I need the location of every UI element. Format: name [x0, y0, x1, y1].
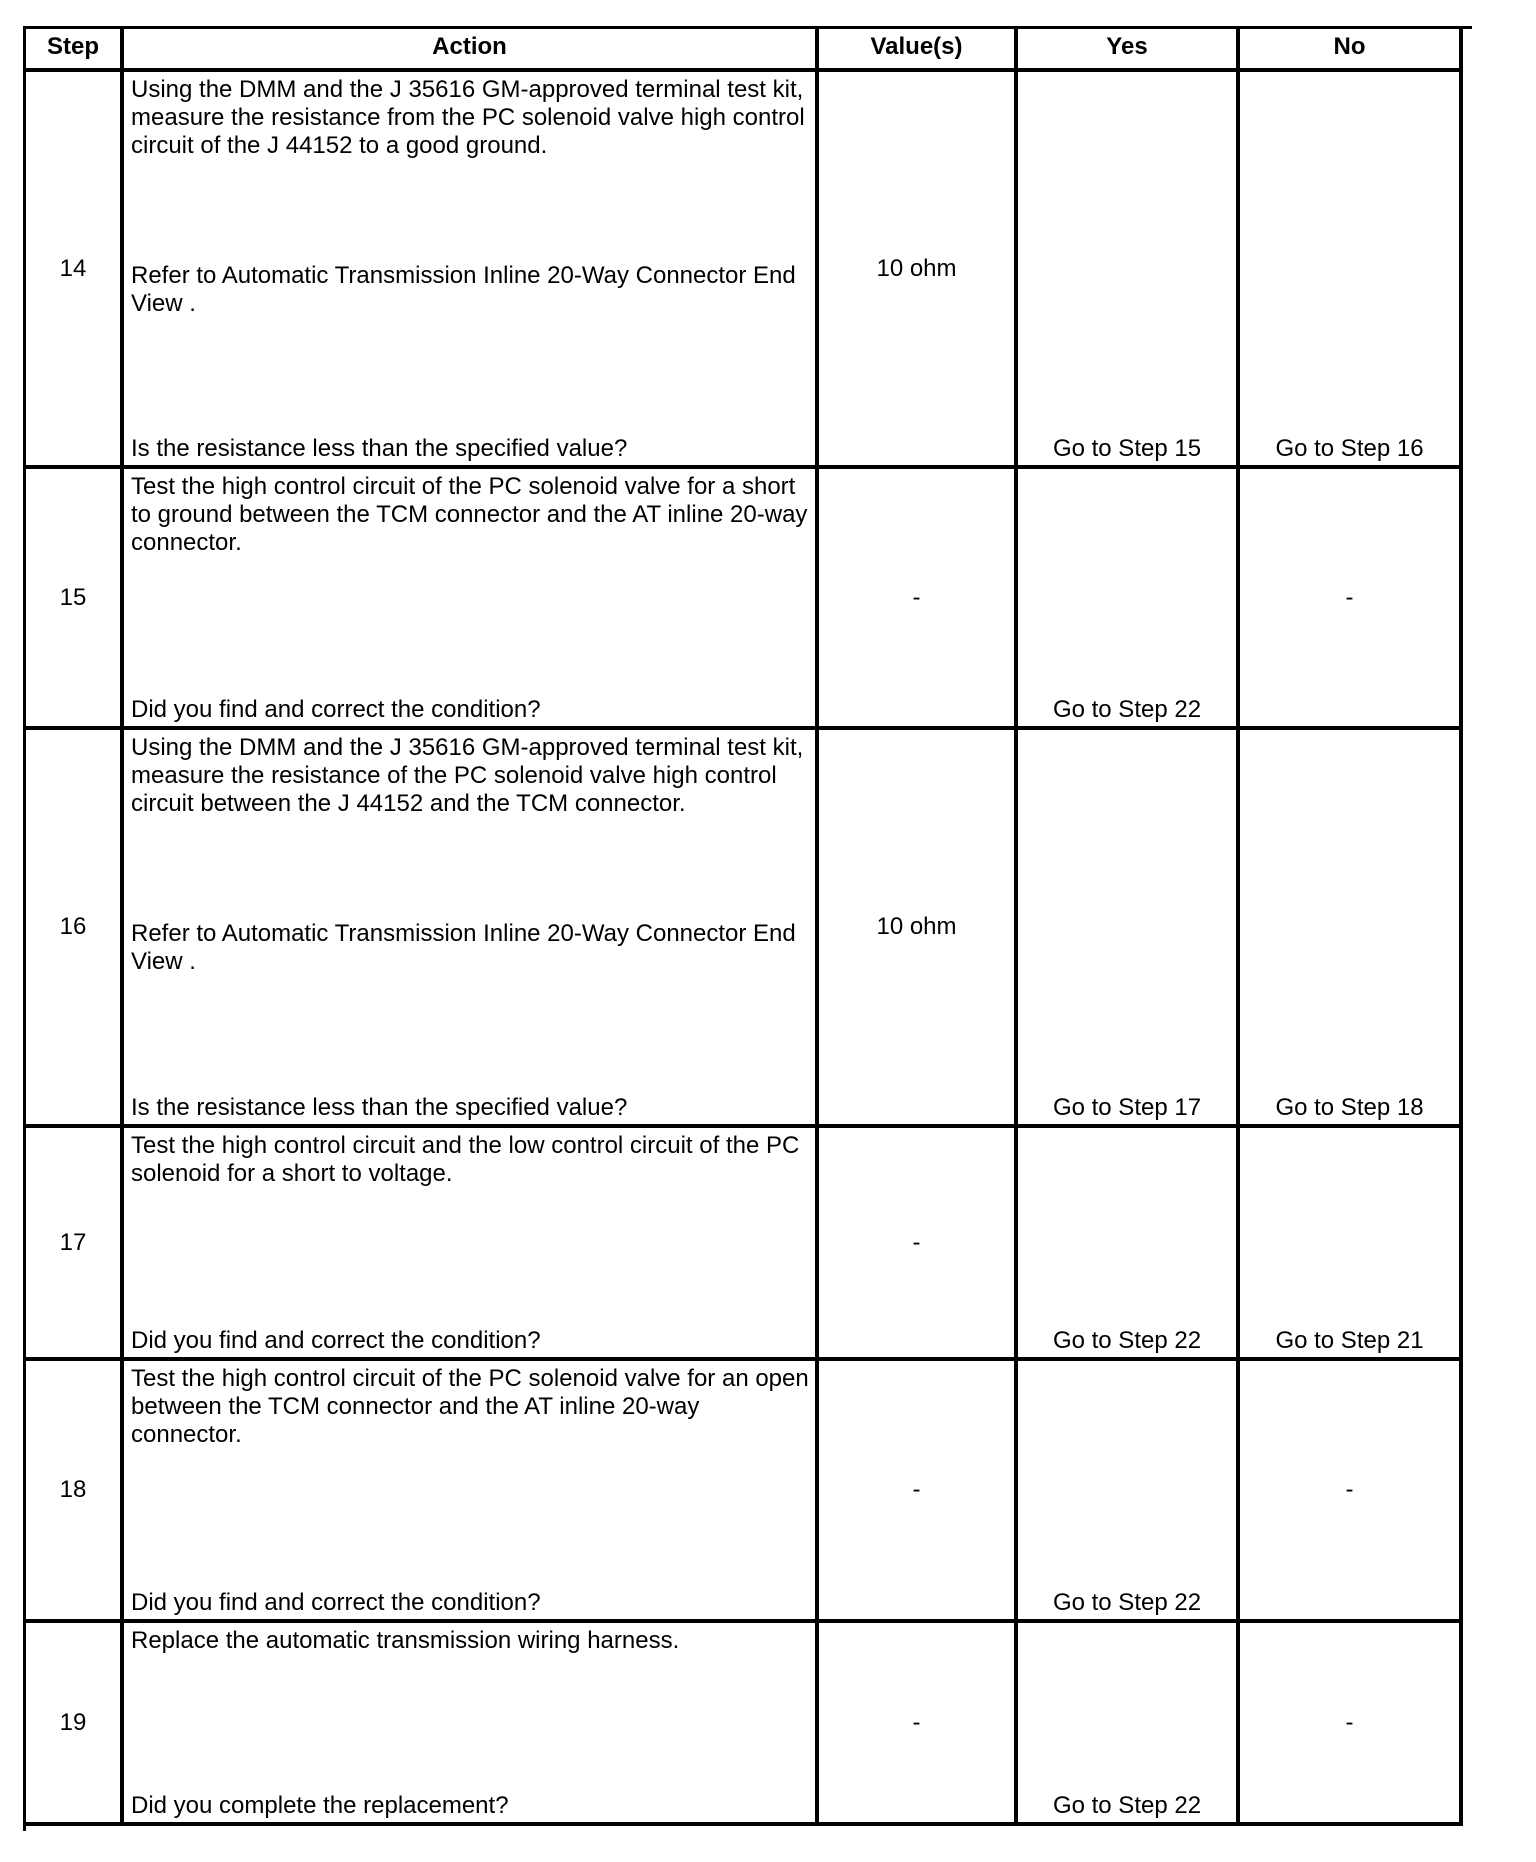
action-question: Did you find and correct the condition?	[131, 696, 541, 723]
action-cell	[124, 1361, 819, 1623]
diagnostic-table	[23, 26, 1472, 1831]
action-cell	[124, 1623, 819, 1826]
action-instruction: Using the DMM and the J 35616 GM-approved terminal test kit, measure the resistance of the PC solenoid valve high control circuit between the J 44152 and the TCM connector.	[131, 734, 804, 817]
no-cell: -	[1240, 469, 1463, 730]
value-cell: -	[819, 1128, 1018, 1361]
action-instruction: Test the high control circuit of the PC solenoid valve for a short to ground between the TCM connector and the AT inline 20-way connector.	[131, 473, 808, 556]
yes-cell	[1018, 730, 1240, 1128]
step-cell: 17	[26, 1128, 124, 1361]
yes-link: Go to Step 22	[1052, 1792, 1202, 1819]
yes-link: Go to Step 22	[1052, 1589, 1202, 1616]
no-cell	[1240, 730, 1463, 1128]
no-cell: -	[1240, 1623, 1463, 1826]
action-cell	[124, 730, 819, 1128]
yes-cell	[1018, 1128, 1240, 1361]
action-question: Is the resistance less than the specified value?	[131, 435, 628, 462]
action-question: Did you complete the replacement?	[131, 1792, 509, 1819]
yes-cell	[1018, 1361, 1240, 1623]
step-cell: 16	[26, 730, 124, 1128]
yes-link: Go to Step 22	[1052, 1327, 1202, 1354]
header-values: Value(s)	[819, 29, 1018, 72]
yes-link: Go to Step 15	[1052, 435, 1202, 462]
action-instruction: Using the DMM and the J 35616 GM-approved terminal test kit, measure the resistance from the PC solenoid valve high control circuit of the J 44152 to a good ground.	[131, 76, 805, 159]
action-instruction: Test the high control circuit and the low control circuit of the PC solenoid for a short to voltage.	[131, 1132, 800, 1187]
action-cell	[124, 469, 819, 730]
value-cell: -	[819, 469, 1018, 730]
action-cell	[124, 1128, 819, 1361]
header-action: Action	[124, 29, 819, 72]
action-instruction: Test the high control circuit of the PC solenoid valve for an open between the TCM connector and the AT inline 20-way connector.	[131, 1365, 809, 1448]
action-reference: Refer to Automatic Transmission Inline 20-Way Connector End View .	[131, 920, 796, 975]
header-yes: Yes	[1018, 29, 1240, 72]
step-cell: 18	[26, 1361, 124, 1623]
value-cell: 10 ohm	[819, 72, 1018, 469]
no-link: Go to Step 16	[1275, 435, 1424, 462]
yes-cell	[1018, 469, 1240, 730]
action-question: Did you find and correct the condition?	[131, 1327, 541, 1354]
yes-cell	[1018, 72, 1240, 469]
action-question: Is the resistance less than the specified value?	[131, 1094, 628, 1121]
no-cell	[1240, 72, 1463, 469]
yes-link: Go to Step 22	[1052, 696, 1202, 723]
yes-cell	[1018, 1623, 1240, 1826]
action-question: Did you find and correct the condition?	[131, 1589, 541, 1616]
no-cell: -	[1240, 1361, 1463, 1623]
step-cell: 14	[26, 72, 124, 469]
value-cell: 10 ohm	[819, 730, 1018, 1128]
action-reference: Refer to Automatic Transmission Inline 20-Way Connector End View .	[131, 262, 796, 317]
step-cell: 15	[26, 469, 124, 730]
yes-link: Go to Step 17	[1052, 1094, 1202, 1121]
action-instruction: Replace the automatic transmission wiring harness.	[131, 1627, 680, 1654]
value-cell: -	[819, 1361, 1018, 1623]
header-no: No	[1240, 29, 1463, 72]
no-cell	[1240, 1128, 1463, 1361]
no-link: Go to Step 18	[1275, 1094, 1424, 1121]
header-step: Step	[26, 29, 124, 72]
step-cell: 19	[26, 1623, 124, 1826]
action-cell	[124, 72, 819, 469]
value-cell: -	[819, 1623, 1018, 1826]
no-link: Go to Step 21	[1275, 1327, 1424, 1354]
